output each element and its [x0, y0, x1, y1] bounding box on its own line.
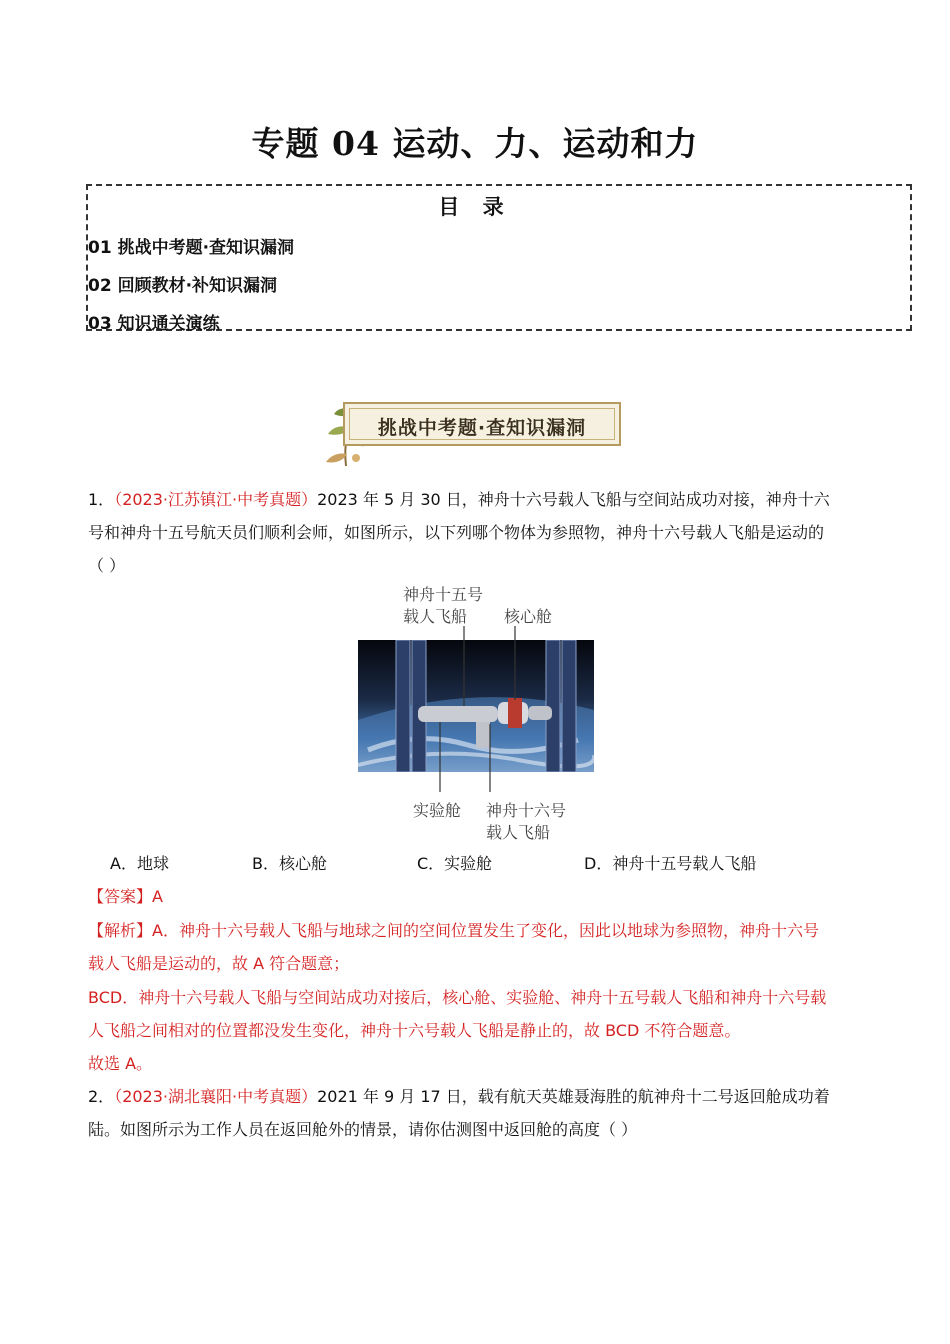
option-c[interactable]: C．实验舱	[417, 854, 493, 873]
q1-analysis-line-2: 载人飞船是运动的，故 A 符合题意；	[88, 954, 350, 973]
toc-heading: 目 录	[438, 195, 512, 219]
q2-number: 2．	[88, 1087, 115, 1106]
toc-item-3[interactable]: 03 知识通关演练	[88, 314, 220, 334]
section-banner	[316, 398, 636, 470]
q2-stem-line-1: 2．（2023·湖北襄阳·中考真题）2021 年 9 月 17 日，载有航天英雄聂海胜的航神舟十二号返回舱成功着	[88, 1087, 830, 1106]
banner-label: 挑战中考题·查知识漏洞	[377, 417, 587, 439]
figure-label-shenzhou16: 神舟十六号	[486, 801, 567, 820]
toc-item-1[interactable]: 01 挑战中考题·查知识漏洞	[88, 238, 295, 258]
figure-label-core-module: 核心舱	[504, 607, 553, 626]
q2-stem-line-2: 陆。如图所示为工作人员在返回舱外的情景，请你估测图中返回舱的高度（ ）	[88, 1120, 638, 1139]
banner-frame	[343, 402, 621, 446]
page-title: 专题 04 运动、力、运动和力	[251, 124, 699, 163]
space-station-figure	[358, 580, 598, 842]
q1-stem-line-2: 号和神舟十五号航天员们顺利会师，如图所示，以下列哪个物体为参照物，神舟十六号载人飞船是运动的	[88, 523, 825, 542]
figure-label-shenzhou15: 神舟十五号	[403, 585, 484, 604]
figure-label-shenzhou16-2: 载人飞船	[486, 823, 551, 842]
q1-number: 1．	[88, 490, 115, 509]
figure-label-lab-module: 实验舱	[413, 801, 462, 820]
q1-analysis-line-5: 故选 A。	[88, 1054, 153, 1073]
q1-source: （2023·江苏镇江·中考真题）	[114, 490, 318, 509]
q2-source: （2023·湖北襄阳·中考真题）	[114, 1087, 318, 1106]
q1-analysis-line-4: 人飞船之间相对的位置都没发生变化，神舟十六号载人飞船是静止的，故 BCD 不符合题意。	[88, 1021, 741, 1040]
q1-stem-line-1: 1．（2023·江苏镇江·中考真题）2023 年 5 月 30 日，神舟十六号载人飞船与空间站成功对接，神舟十六	[88, 490, 830, 509]
q1-analysis-line-3: BCD．神舟十六号载人飞船与空间站成功对接后，核心舱、实验舱、神舟十五号载人飞船和神舟十六号载	[88, 988, 827, 1007]
q1-answer: 【答案】A	[88, 887, 163, 906]
option-a[interactable]: A．地球	[110, 854, 169, 873]
figure-label-shenzhou15-2: 载人飞船	[403, 607, 468, 626]
q1-analysis-line-1: 【解析】A．神舟十六号载人飞船与地球之间的空间位置发生了变化，因此以地球为参照物，神舟十六号	[88, 921, 819, 940]
option-b[interactable]: B．核心舱	[252, 854, 327, 873]
option-d[interactable]: D．神舟十五号载人飞船	[584, 854, 757, 873]
q1-stem-line-3: （ ）	[88, 556, 126, 575]
toc-item-2[interactable]: 02 回顾教材·补知识漏洞	[88, 276, 278, 296]
